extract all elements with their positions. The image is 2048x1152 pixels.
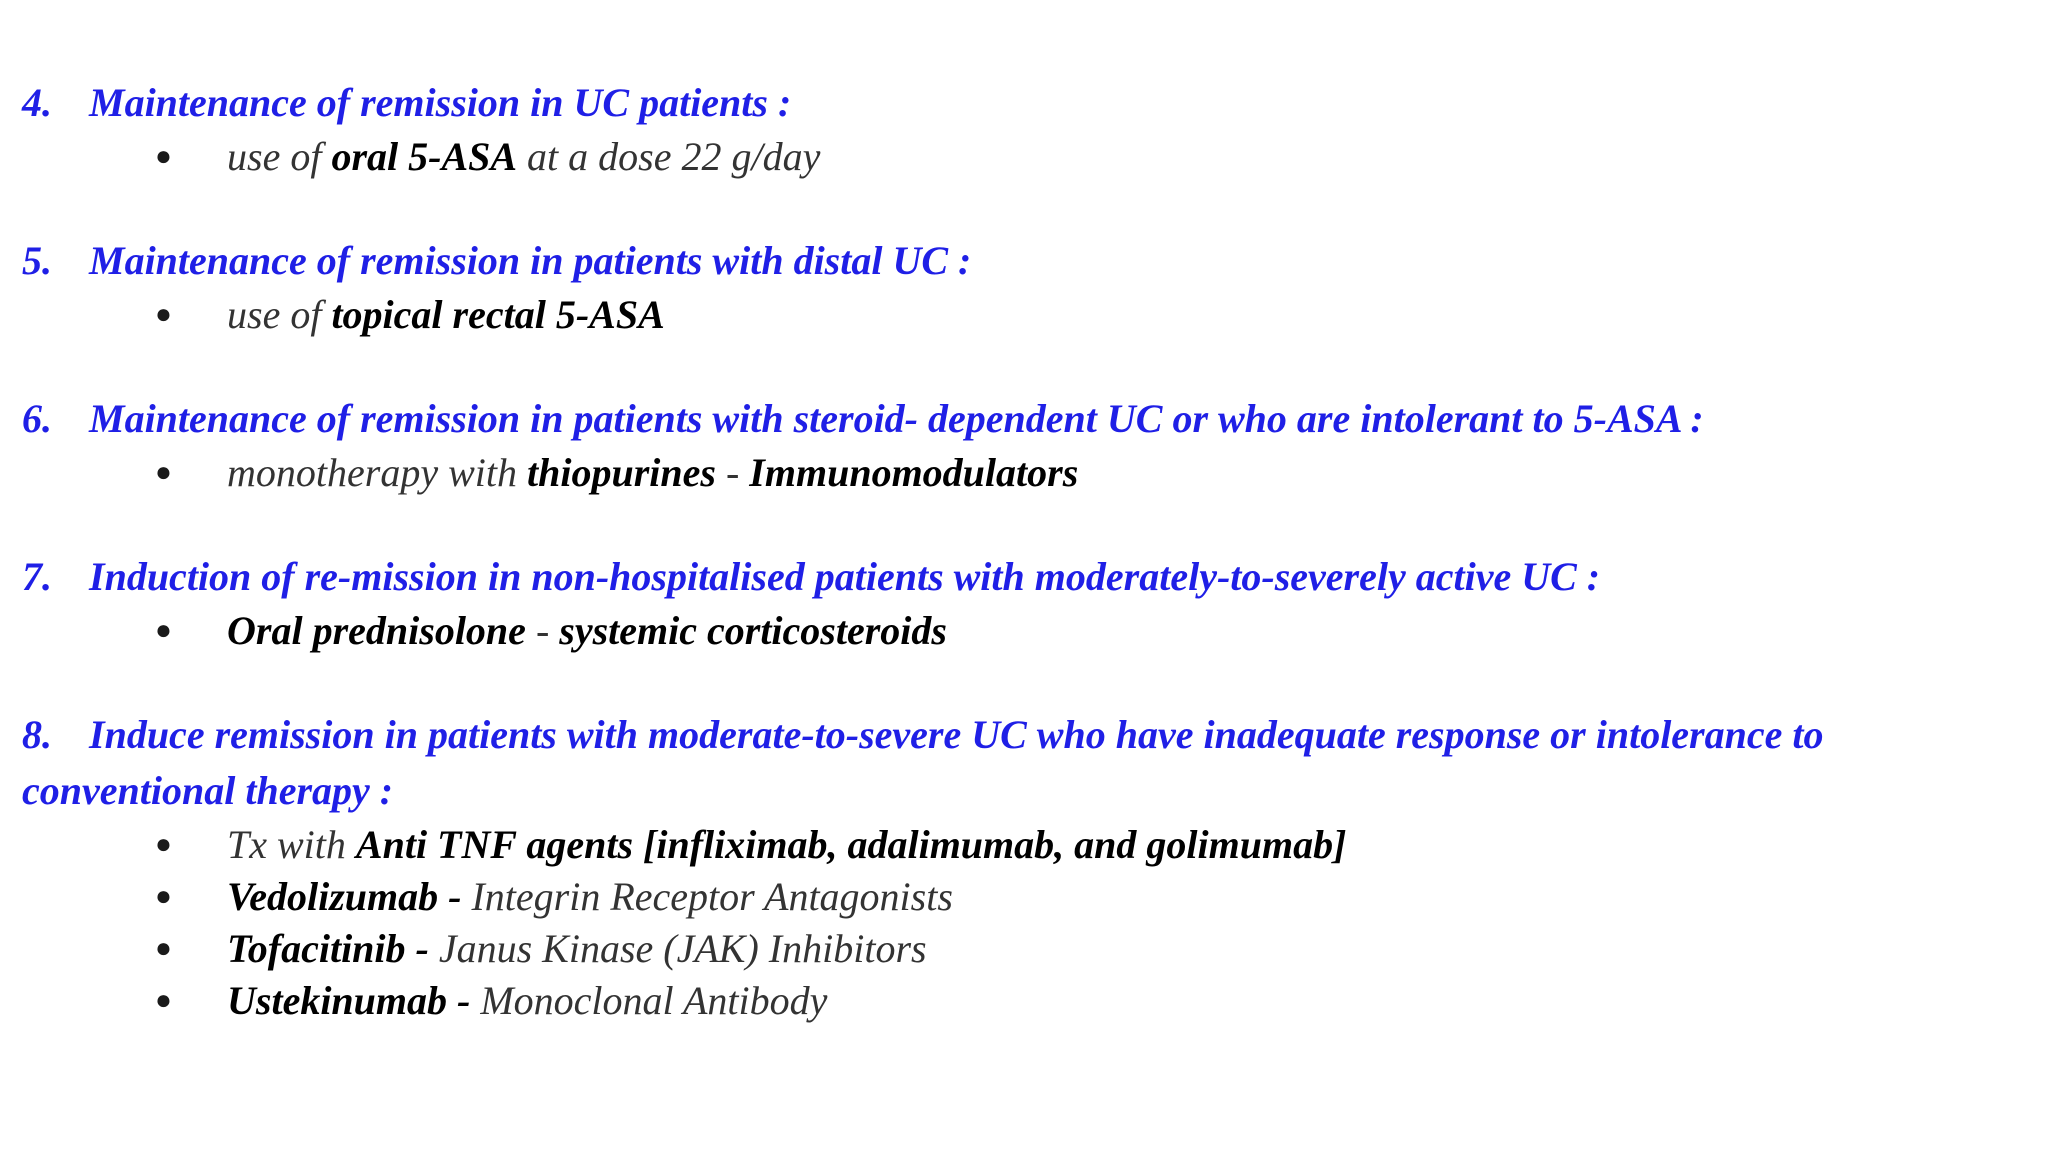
list-item xyxy=(22,131,2032,183)
section-number: 5. xyxy=(22,238,52,283)
text-bold: Ustekinumab - xyxy=(227,978,471,1023)
bullet-marker: ● xyxy=(155,141,172,172)
section-title: Maintenance of remission in patients with distal UC : xyxy=(89,238,972,283)
bullet-marker: ● xyxy=(155,985,172,1016)
text-plain: Tx with xyxy=(227,822,356,867)
bullet-list xyxy=(22,605,2032,657)
text-bold: Immunomodulators xyxy=(749,450,1079,495)
section-7 xyxy=(22,549,2032,657)
text-plain: Integrin Receptor Antagonists xyxy=(461,874,953,919)
section-6 xyxy=(22,391,2032,499)
list-item xyxy=(22,819,2032,871)
section-title: Maintenance of remission in UC patients : xyxy=(89,80,792,125)
text-plain: Monoclonal Antibody xyxy=(470,978,828,1023)
text-bold: Vedolizumab - xyxy=(227,874,462,919)
section-8 xyxy=(22,707,2032,1027)
text-plain: use of xyxy=(227,292,332,337)
list-item xyxy=(22,871,2032,923)
text-plain: Janus Kinase (JAK) Inhibitors xyxy=(428,926,927,971)
section-title: Induce remission in patients with moderate-to-severe UC who have inadequate response or intolerance to conventional therapy : xyxy=(22,712,1824,813)
section-5 xyxy=(22,233,2032,341)
section-4 xyxy=(22,75,2032,183)
text-bold: systemic corticosteroids xyxy=(559,608,947,653)
text-plain: - xyxy=(715,450,750,495)
list-item xyxy=(22,289,2032,341)
bullet-marker: ● xyxy=(155,829,172,860)
bullet-marker: ● xyxy=(155,933,172,964)
bullet-marker: ● xyxy=(155,881,172,912)
section-number: 6. xyxy=(22,396,52,441)
bullet-list xyxy=(22,289,2032,341)
section-heading xyxy=(22,707,2032,819)
text-plain: use of xyxy=(227,134,332,179)
bullet-list xyxy=(22,131,2032,183)
section-heading xyxy=(22,549,2032,605)
section-heading xyxy=(22,233,2032,289)
list-item xyxy=(22,447,2032,499)
bullet-marker: ● xyxy=(155,457,172,488)
text-plain: monotherapy with xyxy=(227,450,527,495)
text-bold: oral 5-ASA xyxy=(331,134,518,179)
section-title: Maintenance of remission in patients with steroid- dependent UC or who are intolerant to 5-ASA : xyxy=(89,396,1704,441)
list-item xyxy=(22,923,2032,975)
text-bold: Tofacitinib - xyxy=(227,926,429,971)
bullet-marker: ● xyxy=(155,299,172,330)
bullet-marker: ● xyxy=(155,615,172,646)
section-heading xyxy=(22,75,2032,131)
text-bold: topical rectal 5-ASA xyxy=(331,292,665,337)
list-item xyxy=(22,975,2032,1027)
bullet-list xyxy=(22,447,2032,499)
text-bold: Oral prednisolone xyxy=(227,608,526,653)
bullet-list xyxy=(22,819,2032,1027)
section-number: 8. xyxy=(22,712,52,757)
text-plain: at a dose 22 g/day xyxy=(517,134,821,179)
section-heading xyxy=(22,391,2032,447)
list-item xyxy=(22,605,2032,657)
text-plain: - xyxy=(525,608,560,653)
text-bold: thiopurines xyxy=(526,450,716,495)
section-title: Induction of re-mission in non-hospitalised patients with moderately-to-severely active UC : xyxy=(89,554,1601,599)
section-number: 7. xyxy=(22,554,52,599)
section-number: 4. xyxy=(22,80,52,125)
text-bold: Anti TNF agents [infliximab, adalimumab, and golimumab] xyxy=(355,822,1347,867)
